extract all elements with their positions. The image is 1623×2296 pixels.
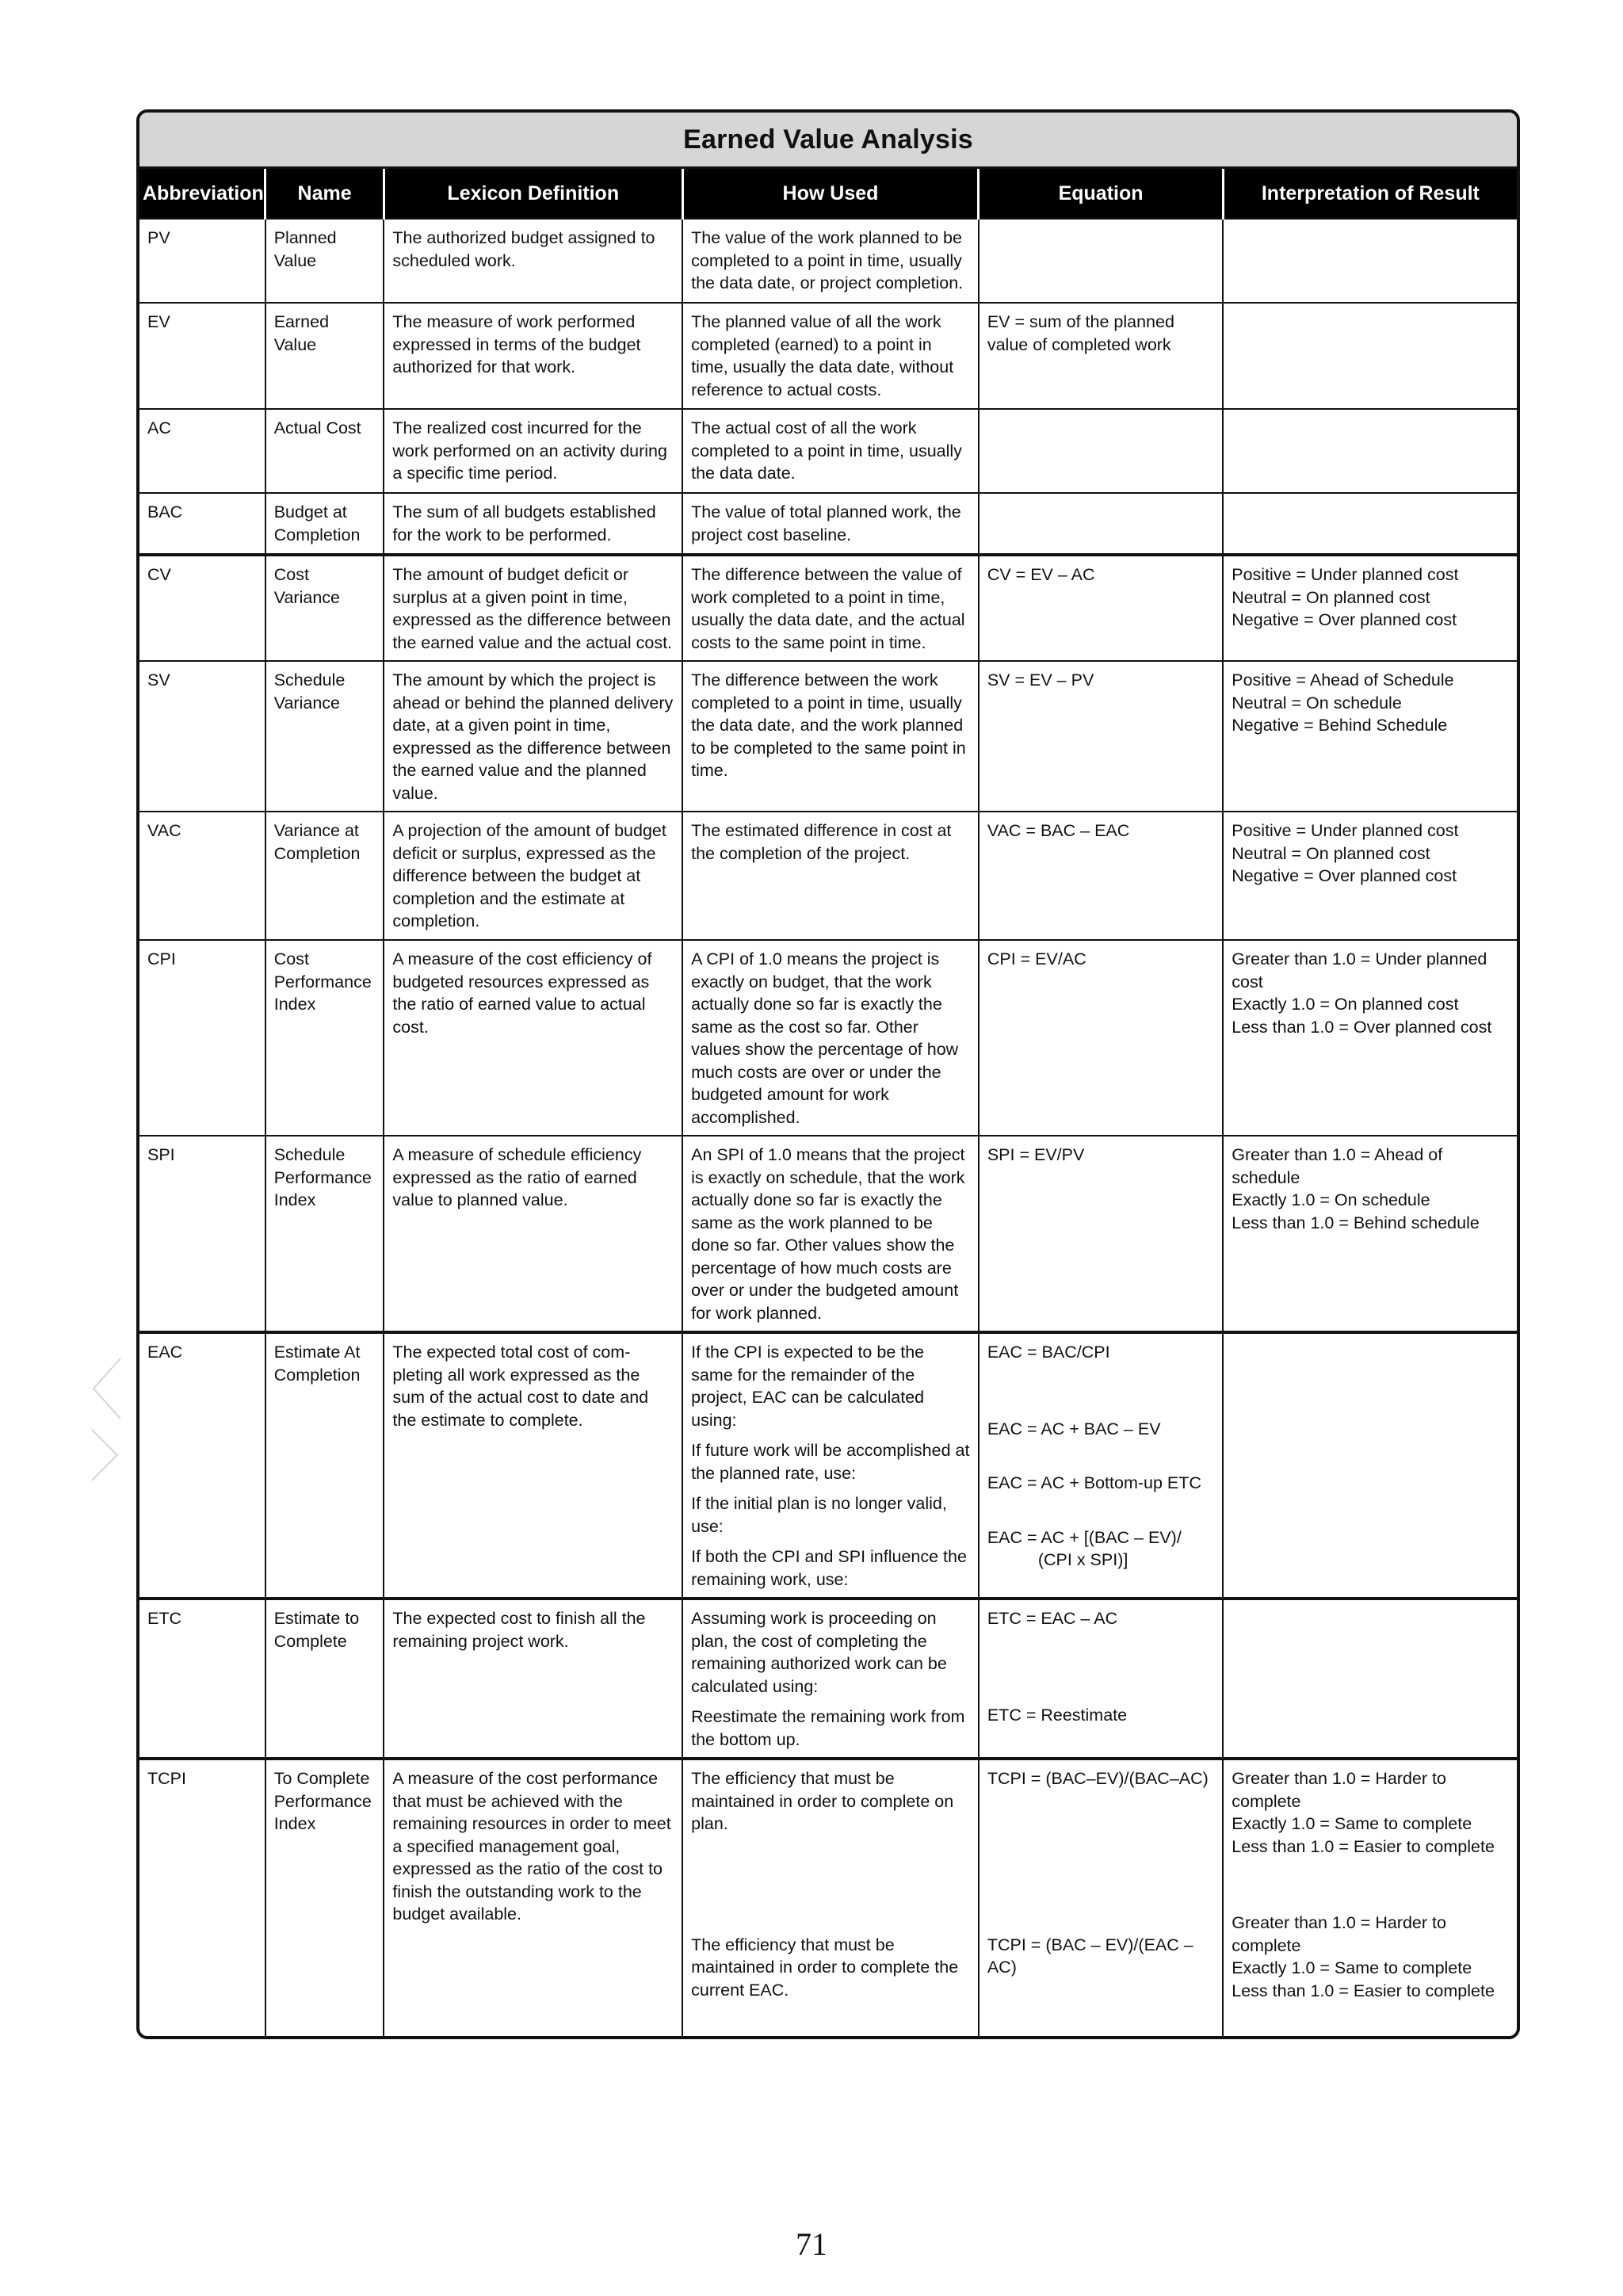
cell-definition: The amount of budget deficit or surplus at a given point in time, expressed as the difference between the earned value and the actual cost.: [384, 555, 682, 661]
cell-how-used: [682, 661, 979, 812]
interpretation-line: Negative = Over planned cost: [1232, 610, 1457, 629]
table-row-ac: [139, 409, 1517, 493]
cell-definition: The expected total cost of com-pleting all work expressed as the sum of the actual cost to date and the estimate to complete.: [384, 1332, 682, 1599]
equation-text: SV = EV – PV: [987, 670, 1094, 690]
cell-name: Planned Value: [265, 219, 384, 303]
table-row-spi: [139, 1136, 1517, 1332]
cell-definition: A projection of the amount of budget deficit or surplus, expressed as the difference between the budget at completion and the estimate at completion.: [384, 812, 682, 940]
cell-how-used: [682, 1599, 979, 1759]
earned-value-table: [136, 109, 1520, 2039]
cell-interpretation: [1223, 1136, 1517, 1332]
cell-abbreviation: TCPI: [139, 1759, 265, 2036]
cell-abbreviation: SPI: [139, 1136, 265, 1332]
how-used-text: The efficiency that must be maintained in order to complete on plan.: [691, 1769, 954, 1833]
how-used-text: The difference between the work completed to a point in time, usually the data date, and the work planned to be completed to the same point in time.: [691, 670, 966, 780]
cell-abbreviation: PV: [139, 219, 265, 303]
header-row: [139, 169, 1517, 219]
cell-definition: The authorized budget assigned to scheduled work.: [384, 219, 682, 303]
how-used-text: Reestimate the remaining work from the bottom up.: [691, 1707, 965, 1749]
cell-abbreviation: VAC: [139, 812, 265, 940]
interpretation-line: Negative = Over planned cost: [1232, 866, 1457, 885]
cell-abbreviation: AC: [139, 409, 265, 493]
cell-equation: [979, 219, 1223, 303]
interpretation-line: Greater than 1.0 = Harder to complete: [1232, 1913, 1446, 1955]
how-used-text: The value of total planned work, the project cost baseline.: [691, 502, 961, 544]
interpretation-line: Positive = Ahead of Schedule: [1232, 670, 1454, 690]
cell-interpretation: [1223, 1599, 1517, 1759]
page-number: 71: [796, 2226, 827, 2262]
how-used-text: The efficiency that must be maintained in order to complete the current EAC.: [691, 1935, 959, 2000]
equation-text: SPI = EV/PV: [987, 1145, 1085, 1164]
table-row-cv: [139, 555, 1517, 661]
table-row-cpi: [139, 940, 1517, 1136]
interpretation-line: Less than 1.0 = Easier to complete: [1232, 1981, 1495, 2000]
header-name: Name: [265, 169, 384, 219]
cell-how-used: [682, 1332, 979, 1599]
cell-definition: The expected cost to finish all the remaining project work.: [384, 1599, 682, 1759]
cell-interpretation: [1223, 219, 1517, 303]
interpretation-line: Positive = Under planned cost: [1232, 565, 1459, 584]
interpretation-line: Greater than 1.0 = Ahead of schedule: [1232, 1145, 1443, 1187]
table-row-ev: [139, 303, 1517, 409]
how-used-text: The actual cost of all the work completed to a point in time, usually the data date.: [691, 418, 962, 483]
equation-text: ETC = EAC – AC: [987, 1609, 1118, 1628]
header-how-used: How Used: [682, 169, 979, 219]
interpretation-line: Neutral = On planned cost: [1232, 587, 1430, 607]
cell-equation: [979, 409, 1223, 493]
interpretation-line: Exactly 1.0 = On planned cost: [1232, 995, 1459, 1014]
header-interpretation: Interpretation of Result: [1223, 169, 1517, 219]
cell-abbreviation: CPI: [139, 940, 265, 1136]
table-row-bac: [139, 493, 1517, 555]
equation-text: EAC = AC + Bottom-up ETC: [987, 1473, 1201, 1492]
equation-text: CPI = EV/AC: [987, 949, 1086, 968]
cell-name: Budget at Completion: [265, 493, 384, 555]
header-abbreviation: Abbreviation: [139, 169, 265, 219]
table-row-pv: [139, 219, 1517, 303]
how-used-text: The value of the work planned to be completed to a point in time, usually the data date, or project completion.: [691, 228, 964, 292]
cell-name: Estimate At Completion: [265, 1332, 384, 1599]
equation-text: EAC = AC + BAC – EV: [987, 1419, 1161, 1438]
cell-how-used: [682, 555, 979, 661]
cell-name: To Complete Performance Index: [265, 1759, 384, 2036]
equation-text: EV = sum of the planned value of completed work: [987, 312, 1174, 354]
how-used-text: If future work will be accomplished at the planned rate, use:: [691, 1441, 970, 1483]
cell-equation: [979, 940, 1223, 1136]
cell-interpretation: [1223, 812, 1517, 940]
cell-interpretation: [1223, 555, 1517, 661]
cell-abbreviation: ETC: [139, 1599, 265, 1759]
interpretation-line: Positive = Under planned cost: [1232, 821, 1459, 840]
cell-name: Schedule Performance Index: [265, 1136, 384, 1332]
cell-interpretation: [1223, 493, 1517, 555]
cell-name: Cost Performance Index: [265, 940, 384, 1136]
cell-abbreviation: SV: [139, 661, 265, 812]
interpretation-line: Negative = Behind Schedule: [1232, 716, 1448, 735]
cell-name: Schedule Variance: [265, 661, 384, 812]
equation-text: TCPI = (BAC – EV)/(EAC – AC): [987, 1935, 1193, 1977]
cell-definition: A measure of schedule efficiency expressed as the ratio of earned value to planned value.: [384, 1136, 682, 1332]
cell-name: Variance at Completion: [265, 812, 384, 940]
how-used-text: If the CPI is expected to be the same for the remainder of the project, EAC can be calculated using:: [691, 1343, 925, 1430]
equation-text: EAC = AC + [(BAC – EV)/: [987, 1527, 1182, 1547]
cell-how-used: [682, 409, 979, 493]
equation-text: TCPI = (BAC–EV)/(BAC–AC): [987, 1769, 1209, 1788]
cell-equation: [979, 1332, 1223, 1599]
cell-definition: The sum of all budgets established for the work to be performed.: [384, 493, 682, 555]
cell-definition: The amount by which the project is ahead or behind the planned delivery date, at a given point in time, expressed as the difference between the earned value and the planned value.: [384, 661, 682, 812]
cell-how-used: [682, 303, 979, 409]
cell-interpretation: [1223, 661, 1517, 812]
how-used-text: A CPI of 1.0 means the project is exactly on budget, that the work actually done so far is exactly the same as the cost so far. Other values show the percentage of how much costs are over or under the budgeted amount for work accomplished.: [691, 949, 959, 1127]
cell-interpretation: [1223, 1759, 1517, 2036]
how-used-text: The planned value of all the work completed (earned) to a point in time, usually the data date, without reference to actual costs.: [691, 312, 954, 399]
cell-equation: [979, 555, 1223, 661]
how-used-text: The estimated difference in cost at the completion of the project.: [691, 821, 952, 863]
cell-interpretation: [1223, 409, 1517, 493]
cell-equation: [979, 1759, 1223, 2036]
cell-interpretation: [1223, 940, 1517, 1136]
interpretation-line: Neutral = On schedule: [1232, 693, 1402, 712]
cell-how-used: [682, 812, 979, 940]
cell-how-used: [682, 940, 979, 1136]
interpretation-line: Less than 1.0 = Behind schedule: [1232, 1213, 1480, 1232]
table-row-etc: [139, 1599, 1517, 1759]
cell-equation: [979, 1136, 1223, 1332]
how-used-text: An SPI of 1.0 means that the project is exactly on schedule, that the work actually done so far is exactly the same as the work planned to be done so far. Other values show the percentage of how much costs are over or under the budgeted amount for work planned.: [691, 1145, 965, 1323]
interpretation-line: Exactly 1.0 = Same to complete: [1232, 1814, 1472, 1833]
interpretation-line: Less than 1.0 = Over planned cost: [1232, 1017, 1492, 1037]
interpretation-line: Less than 1.0 = Easier to complete: [1232, 1836, 1495, 1856]
equation-text: CV = EV – AC: [987, 565, 1095, 584]
equation-text: ETC = Reestimate: [987, 1705, 1128, 1725]
cell-abbreviation: CV: [139, 555, 265, 661]
margin-chevron-mark: [89, 1357, 136, 1492]
table-row-tcpi: [139, 1759, 1517, 2036]
cell-definition: A measure of the cost efficiency of budgeted resources expressed as the ratio of earned value to actual cost.: [384, 940, 682, 1136]
cell-name: Earned Value: [265, 303, 384, 409]
cell-equation: [979, 661, 1223, 812]
table-row-sv: [139, 661, 1517, 812]
cell-how-used: [682, 219, 979, 303]
cell-definition: The realized cost incurred for the work performed on an activity during a specific time period.: [384, 409, 682, 493]
interpretation-line: Exactly 1.0 = Same to complete: [1232, 1958, 1472, 1977]
header-lexicon-definition: Lexicon Definition: [384, 169, 682, 219]
cell-equation: [979, 812, 1223, 940]
cell-how-used: [682, 1136, 979, 1332]
how-used-text: The difference between the value of work completed to a point in time, usually the data date, and the actual costs to the same point in time.: [691, 565, 965, 652]
cell-abbreviation: BAC: [139, 493, 265, 555]
how-used-text: If both the CPI and SPI influence the remaining work, use:: [691, 1547, 967, 1589]
how-used-text: If the initial plan is no longer valid, use:: [691, 1494, 947, 1536]
cell-how-used: [682, 1759, 979, 2036]
cell-definition: A measure of the cost performance that must be achieved with the remaining resources in order to meet a specified management goal, expressed as the ratio of the cost to finish the outstanding work to the budget available.: [384, 1759, 682, 2036]
table-title: Earned Value Analysis: [139, 113, 1517, 169]
cell-interpretation: [1223, 1332, 1517, 1599]
table-row-vac: [139, 812, 1517, 940]
cell-equation: [979, 493, 1223, 555]
cell-abbreviation: EAC: [139, 1332, 265, 1599]
cell-equation: [979, 303, 1223, 409]
cell-name: Actual Cost: [265, 409, 384, 493]
cell-abbreviation: EV: [139, 303, 265, 409]
equation-text: (CPI x SPI)]: [1037, 1550, 1128, 1569]
interpretation-line: Greater than 1.0 = Under planned cost: [1232, 949, 1487, 991]
cell-equation: [979, 1599, 1223, 1759]
cell-how-used: [682, 493, 979, 555]
ev-table-grid: [139, 169, 1517, 2036]
cell-name: Estimate to Complete: [265, 1599, 384, 1759]
equation-text: EAC = BAC/CPI: [987, 1343, 1110, 1362]
header-equation: Equation: [979, 169, 1223, 219]
cell-definition: The measure of work performed expressed in terms of the budget authorized for that work.: [384, 303, 682, 409]
cell-name: Cost Variance: [265, 555, 384, 661]
equation-text: VAC = BAC – EAC: [987, 821, 1130, 840]
table-row-eac: [139, 1332, 1517, 1599]
how-used-text: Assuming work is proceeding on plan, the cost of completing the remaining authorized work can be calculated using:: [691, 1609, 947, 1696]
interpretation-line: Neutral = On planned cost: [1232, 843, 1430, 863]
interpretation-line: Greater than 1.0 = Harder to complete: [1232, 1769, 1446, 1811]
cell-interpretation: [1223, 303, 1517, 409]
interpretation-line: Exactly 1.0 = On schedule: [1232, 1190, 1430, 1209]
